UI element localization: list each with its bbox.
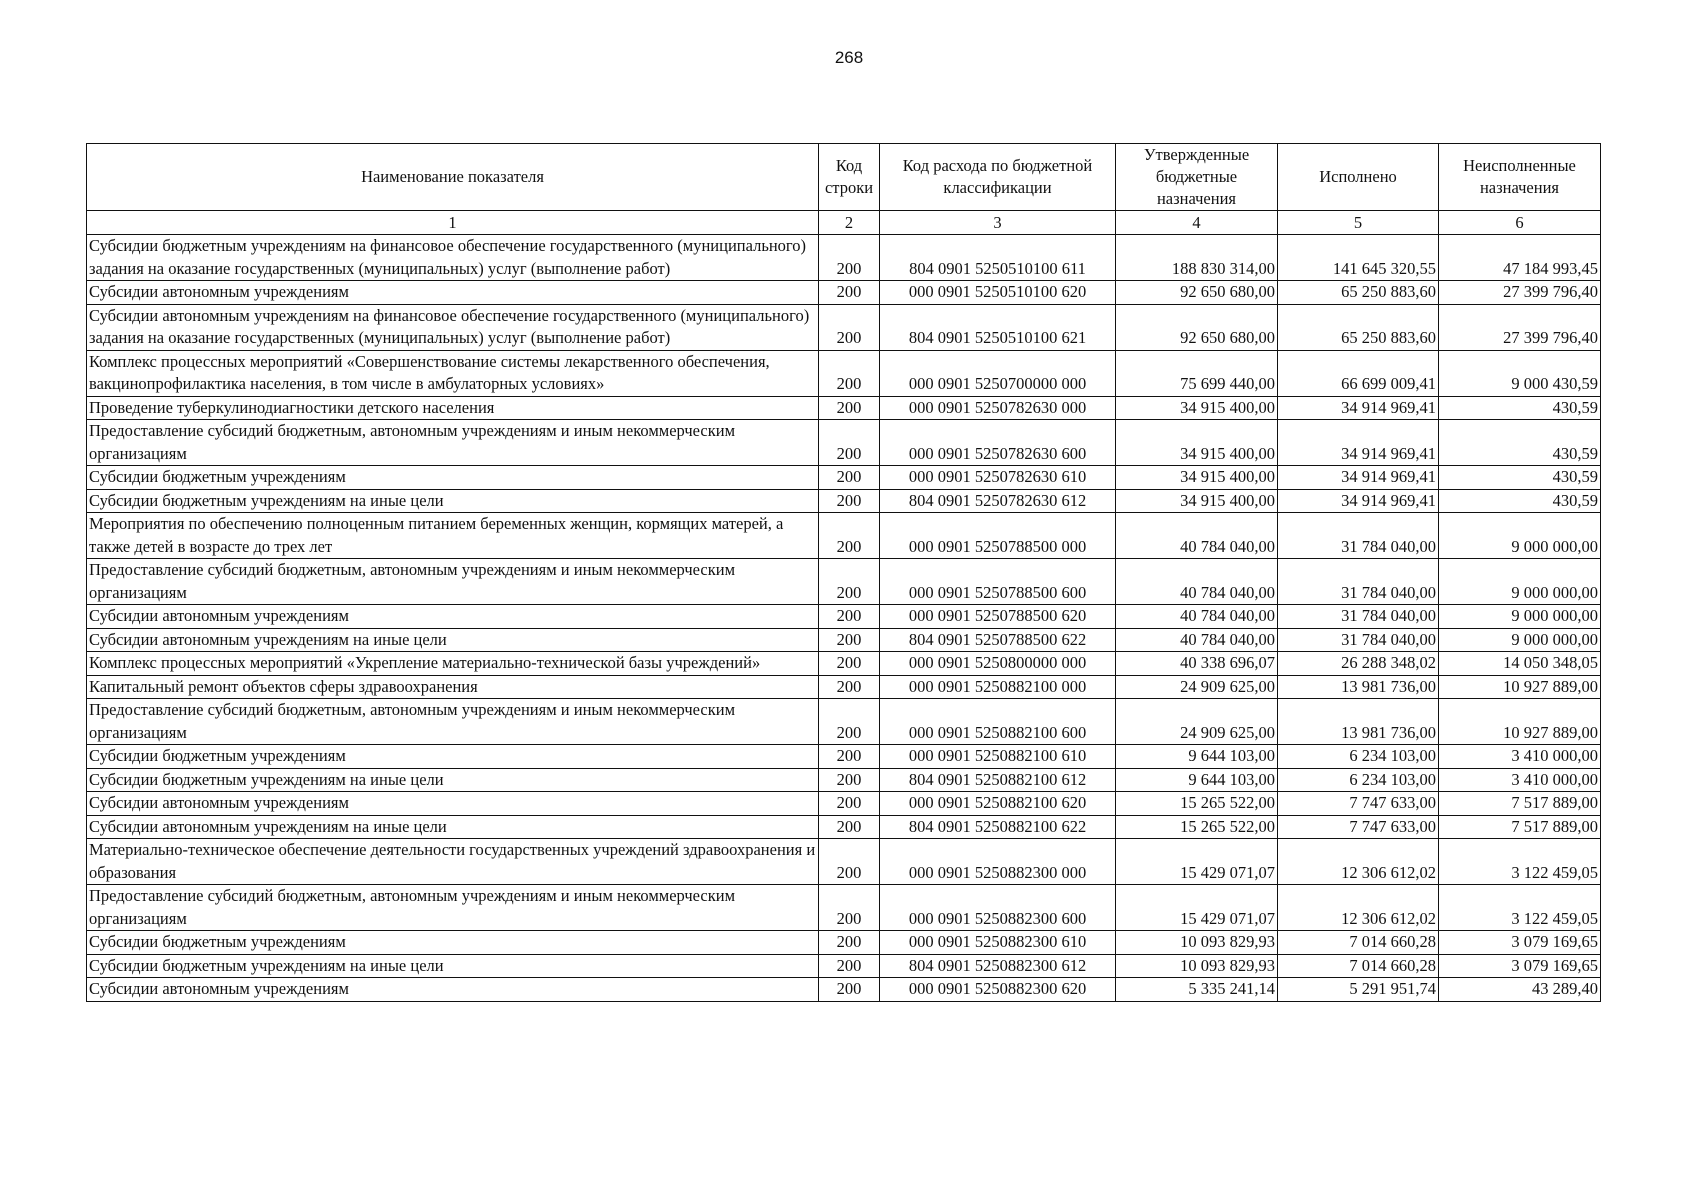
row-line-code: 200	[819, 652, 880, 676]
row-budget-code: 000 0901 5250700000 000	[880, 350, 1116, 396]
header-budget-code: Код расхода по бюджетной классификации	[880, 144, 1116, 211]
row-budget-code: 000 0901 5250782630 000	[880, 396, 1116, 420]
row-approved: 15 429 071,07	[1116, 839, 1278, 885]
row-name: Субсидии автономным учреждениям	[87, 605, 819, 629]
row-unexecuted: 430,59	[1439, 466, 1601, 490]
table-row	[87, 304, 1601, 350]
row-name: Субсидии автономным учреждениям	[87, 792, 819, 816]
row-executed: 12 306 612,02	[1278, 885, 1439, 931]
row-approved: 92 650 680,00	[1116, 281, 1278, 305]
row-executed: 141 645 320,55	[1278, 235, 1439, 281]
row-executed: 31 784 040,00	[1278, 628, 1439, 652]
row-approved: 40 784 040,00	[1116, 513, 1278, 559]
row-approved: 9 644 103,00	[1116, 768, 1278, 792]
row-line-code: 200	[819, 978, 880, 1002]
row-name: Предоставление субсидий бюджетным, автономным учреждениям и иным некоммерческим организациям	[87, 559, 819, 605]
row-approved: 15 265 522,00	[1116, 792, 1278, 816]
row-budget-code: 000 0901 5250882100 620	[880, 792, 1116, 816]
table-row	[87, 978, 1601, 1002]
row-unexecuted: 10 927 889,00	[1439, 675, 1601, 699]
row-line-code: 200	[819, 559, 880, 605]
row-approved: 5 335 241,14	[1116, 978, 1278, 1002]
row-unexecuted: 430,59	[1439, 420, 1601, 466]
table-row	[87, 745, 1601, 769]
table-row	[87, 559, 1601, 605]
column-number: 1	[87, 211, 819, 235]
row-executed: 6 234 103,00	[1278, 768, 1439, 792]
row-line-code: 200	[819, 815, 880, 839]
table-row	[87, 815, 1601, 839]
row-name: Капитальный ремонт объектов сферы здравоохранения	[87, 675, 819, 699]
row-name: Предоставление субсидий бюджетным, автономным учреждениям и иным некоммерческим организациям	[87, 699, 819, 745]
row-unexecuted: 9 000 430,59	[1439, 350, 1601, 396]
table-row	[87, 675, 1601, 699]
row-name: Субсидии автономным учреждениям	[87, 978, 819, 1002]
row-unexecuted: 10 927 889,00	[1439, 699, 1601, 745]
row-budget-code: 000 0901 5250510100 620	[880, 281, 1116, 305]
row-budget-code: 000 0901 5250882100 600	[880, 699, 1116, 745]
row-name: Предоставление субсидий бюджетным, автономным учреждениям и иным некоммерческим организациям	[87, 420, 819, 466]
row-line-code: 200	[819, 675, 880, 699]
table-body	[87, 235, 1601, 1002]
row-line-code: 200	[819, 466, 880, 490]
row-executed: 31 784 040,00	[1278, 605, 1439, 629]
row-executed: 34 914 969,41	[1278, 489, 1439, 513]
row-budget-code: 000 0901 5250788500 000	[880, 513, 1116, 559]
row-name: Субсидии бюджетным учреждениям на иные цели	[87, 768, 819, 792]
column-number: 2	[819, 211, 880, 235]
row-unexecuted: 7 517 889,00	[1439, 815, 1601, 839]
row-budget-code: 804 0901 5250882100 622	[880, 815, 1116, 839]
row-budget-code: 804 0901 5250510100 621	[880, 304, 1116, 350]
table-row	[87, 396, 1601, 420]
row-approved: 34 915 400,00	[1116, 489, 1278, 513]
row-approved: 34 915 400,00	[1116, 420, 1278, 466]
row-name: Мероприятия по обеспечению полноценным питанием беременных женщин, кормящих матерей, а также детей в возрасте до трех лет	[87, 513, 819, 559]
column-number-row	[87, 211, 1601, 235]
row-name: Субсидии бюджетным учреждениям на иные цели	[87, 954, 819, 978]
row-line-code: 200	[819, 420, 880, 466]
row-line-code: 200	[819, 768, 880, 792]
row-unexecuted: 9 000 000,00	[1439, 628, 1601, 652]
row-name: Субсидии автономным учреждениям на иные цели	[87, 628, 819, 652]
row-approved: 34 915 400,00	[1116, 466, 1278, 490]
row-unexecuted: 27 399 796,40	[1439, 304, 1601, 350]
table-row	[87, 605, 1601, 629]
row-unexecuted: 27 399 796,40	[1439, 281, 1601, 305]
header-row	[87, 144, 1601, 211]
row-approved: 75 699 440,00	[1116, 350, 1278, 396]
row-line-code: 200	[819, 885, 880, 931]
row-budget-code: 804 0901 5250788500 622	[880, 628, 1116, 652]
header-approved: Утвержденные бюджетные назначения	[1116, 144, 1278, 211]
row-budget-code: 000 0901 5250882100 610	[880, 745, 1116, 769]
row-budget-code: 000 0901 5250788500 600	[880, 559, 1116, 605]
row-unexecuted: 3 410 000,00	[1439, 768, 1601, 792]
row-executed: 7 747 633,00	[1278, 815, 1439, 839]
table-row	[87, 931, 1601, 955]
row-unexecuted: 7 517 889,00	[1439, 792, 1601, 816]
row-approved: 34 915 400,00	[1116, 396, 1278, 420]
row-unexecuted: 9 000 000,00	[1439, 605, 1601, 629]
table-row	[87, 350, 1601, 396]
row-budget-code: 000 0901 5250882300 610	[880, 931, 1116, 955]
row-unexecuted: 430,59	[1439, 396, 1601, 420]
row-unexecuted: 3 122 459,05	[1439, 839, 1601, 885]
row-executed: 7 014 660,28	[1278, 931, 1439, 955]
row-name: Комплекс процессных мероприятий «Укрепление материально-технической базы учреждений»	[87, 652, 819, 676]
table-row	[87, 466, 1601, 490]
row-executed: 13 981 736,00	[1278, 699, 1439, 745]
row-name: Комплекс процессных мероприятий «Совершенствование системы лекарственного обеспечения, вакцинопрофилактика населения, в том числе в амбулаторных условиях»	[87, 350, 819, 396]
column-number: 3	[880, 211, 1116, 235]
row-line-code: 200	[819, 396, 880, 420]
row-line-code: 200	[819, 954, 880, 978]
row-executed: 31 784 040,00	[1278, 513, 1439, 559]
row-line-code: 200	[819, 235, 880, 281]
row-unexecuted: 43 289,40	[1439, 978, 1601, 1002]
row-unexecuted: 14 050 348,05	[1439, 652, 1601, 676]
row-approved: 40 784 040,00	[1116, 559, 1278, 605]
table-row	[87, 839, 1601, 885]
row-name: Субсидии автономным учреждениям на иные цели	[87, 815, 819, 839]
column-number: 5	[1278, 211, 1439, 235]
row-approved: 40 338 696,07	[1116, 652, 1278, 676]
row-budget-code: 000 0901 5250882300 600	[880, 885, 1116, 931]
row-unexecuted: 430,59	[1439, 489, 1601, 513]
page-number: 268	[834, 48, 864, 67]
row-name: Проведение туберкулинодиагностики детского населения	[87, 396, 819, 420]
row-unexecuted: 3 079 169,65	[1439, 931, 1601, 955]
row-budget-code: 804 0901 5250882300 612	[880, 954, 1116, 978]
row-executed: 34 914 969,41	[1278, 420, 1439, 466]
row-budget-code: 804 0901 5250782630 612	[880, 489, 1116, 513]
row-line-code: 200	[819, 350, 880, 396]
column-number: 6	[1439, 211, 1601, 235]
header-line-code: Код строки	[819, 144, 880, 211]
row-approved: 188 830 314,00	[1116, 235, 1278, 281]
row-approved: 15 429 071,07	[1116, 885, 1278, 931]
row-name: Субсидии бюджетным учреждениям на финансовое обеспечение государственного (муниципального) задания на оказание государственных (муниципальных) услуг (выполнение работ)	[87, 235, 819, 281]
row-budget-code: 000 0901 5250782630 610	[880, 466, 1116, 490]
row-budget-code: 804 0901 5250882100 612	[880, 768, 1116, 792]
row-line-code: 200	[819, 839, 880, 885]
budget-execution-table	[86, 143, 1601, 1002]
row-line-code: 200	[819, 605, 880, 629]
table-row	[87, 954, 1601, 978]
row-approved: 15 265 522,00	[1116, 815, 1278, 839]
row-approved: 24 909 625,00	[1116, 699, 1278, 745]
row-name: Субсидии автономным учреждениям	[87, 281, 819, 305]
row-line-code: 200	[819, 699, 880, 745]
row-line-code: 200	[819, 792, 880, 816]
row-executed: 31 784 040,00	[1278, 559, 1439, 605]
row-name: Субсидии бюджетным учреждениям	[87, 931, 819, 955]
row-approved: 24 909 625,00	[1116, 675, 1278, 699]
row-name: Материально-техническое обеспечение деятельности государственных учреждений здравоохранения и образования	[87, 839, 819, 885]
row-approved: 10 093 829,93	[1116, 954, 1278, 978]
row-executed: 6 234 103,00	[1278, 745, 1439, 769]
row-executed: 7 747 633,00	[1278, 792, 1439, 816]
row-budget-code: 804 0901 5250510100 611	[880, 235, 1116, 281]
row-executed: 34 914 969,41	[1278, 466, 1439, 490]
row-line-code: 200	[819, 513, 880, 559]
table-row	[87, 652, 1601, 676]
row-approved: 10 093 829,93	[1116, 931, 1278, 955]
row-executed: 65 250 883,60	[1278, 304, 1439, 350]
row-line-code: 200	[819, 931, 880, 955]
row-line-code: 200	[819, 281, 880, 305]
row-approved: 9 644 103,00	[1116, 745, 1278, 769]
table-row	[87, 235, 1601, 281]
row-executed: 66 699 009,41	[1278, 350, 1439, 396]
row-line-code: 200	[819, 745, 880, 769]
table-row	[87, 489, 1601, 513]
row-name: Субсидии автономным учреждениям на финансовое обеспечение государственного (муниципального) задания на оказание государственных (муниципальных) услуг (выполнение работ)	[87, 304, 819, 350]
row-name: Субсидии бюджетным учреждениям	[87, 745, 819, 769]
row-unexecuted: 9 000 000,00	[1439, 513, 1601, 559]
row-executed: 5 291 951,74	[1278, 978, 1439, 1002]
row-executed: 34 914 969,41	[1278, 396, 1439, 420]
row-budget-code: 000 0901 5250788500 620	[880, 605, 1116, 629]
table-row	[87, 513, 1601, 559]
row-budget-code: 000 0901 5250782630 600	[880, 420, 1116, 466]
row-name: Субсидии бюджетным учреждениям на иные цели	[87, 489, 819, 513]
table-row	[87, 699, 1601, 745]
column-number: 4	[1116, 211, 1278, 235]
row-unexecuted: 3 079 169,65	[1439, 954, 1601, 978]
row-budget-code: 000 0901 5250882100 000	[880, 675, 1116, 699]
row-approved: 40 784 040,00	[1116, 605, 1278, 629]
header-executed: Исполнено	[1278, 144, 1439, 211]
table-row	[87, 768, 1601, 792]
table-row	[87, 885, 1601, 931]
table-row	[87, 281, 1601, 305]
table-row	[87, 792, 1601, 816]
header-name: Наименование показателя	[87, 144, 819, 211]
row-executed: 13 981 736,00	[1278, 675, 1439, 699]
row-executed: 12 306 612,02	[1278, 839, 1439, 885]
row-approved: 92 650 680,00	[1116, 304, 1278, 350]
table-row	[87, 628, 1601, 652]
row-line-code: 200	[819, 628, 880, 652]
row-unexecuted: 3 122 459,05	[1439, 885, 1601, 931]
table-row	[87, 420, 1601, 466]
table-header	[87, 144, 1601, 235]
row-line-code: 200	[819, 304, 880, 350]
row-executed: 7 014 660,28	[1278, 954, 1439, 978]
row-approved: 40 784 040,00	[1116, 628, 1278, 652]
row-name: Предоставление субсидий бюджетным, автономным учреждениям и иным некоммерческим организациям	[87, 885, 819, 931]
row-budget-code: 000 0901 5250882300 620	[880, 978, 1116, 1002]
row-unexecuted: 3 410 000,00	[1439, 745, 1601, 769]
row-budget-code: 000 0901 5250800000 000	[880, 652, 1116, 676]
row-executed: 26 288 348,02	[1278, 652, 1439, 676]
header-unexecuted: Неисполненные назначения	[1439, 144, 1601, 211]
row-name: Субсидии бюджетным учреждениям	[87, 466, 819, 490]
row-executed: 65 250 883,60	[1278, 281, 1439, 305]
row-unexecuted: 47 184 993,45	[1439, 235, 1601, 281]
row-budget-code: 000 0901 5250882300 000	[880, 839, 1116, 885]
row-line-code: 200	[819, 489, 880, 513]
row-unexecuted: 9 000 000,00	[1439, 559, 1601, 605]
